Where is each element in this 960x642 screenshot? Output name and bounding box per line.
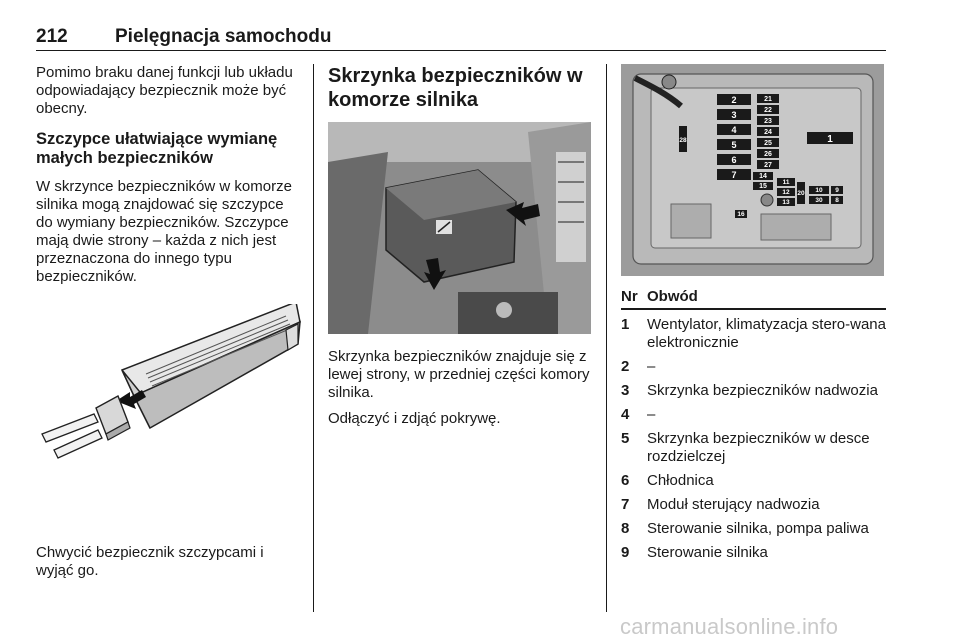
fuse-label: 25 — [764, 140, 772, 147]
middle-column — [328, 64, 596, 428]
fuse-label: 6 — [731, 155, 737, 165]
engine-compartment-photo — [328, 122, 591, 334]
section-title: Pielęgnacja samochodu — [115, 26, 332, 47]
row-number: 4 — [621, 406, 630, 423]
row-circuit: Sterowanie silnika, pompa paliwa — [647, 520, 869, 537]
fuse-label: 22 — [764, 107, 772, 114]
table-row — [621, 544, 886, 562]
fuse-table-header — [621, 288, 886, 310]
fuse-label: 9 — [835, 187, 839, 194]
row-circuit: Skrzynka bezpieczników w desce rozdzielczej — [647, 430, 870, 465]
left-column — [36, 64, 302, 542]
fuse-label: 24 — [764, 129, 772, 136]
table-row — [621, 496, 886, 514]
fuse-label: 15 — [759, 183, 767, 190]
fuse-box-location-text: Skrzynka bezpieczników znajduje się z lewej strony, w przedniej części komory silnika. — [328, 348, 590, 401]
row-number: 8 — [621, 520, 630, 537]
column-divider — [313, 64, 314, 612]
table-row — [621, 520, 886, 538]
column-divider — [606, 64, 607, 612]
fuse-label: 21 — [764, 96, 772, 103]
column-header-circuit: Obwód — [647, 288, 698, 305]
table-row — [621, 316, 886, 352]
fuse-puller-icon — [36, 304, 302, 524]
fuse-box-layout-diagram — [621, 64, 884, 276]
fuse-label: 13 — [782, 199, 790, 206]
row-circuit: – — [647, 358, 656, 375]
right-column — [621, 64, 886, 562]
fuse-label: 4 — [731, 125, 737, 135]
row-number: 1 — [621, 316, 630, 333]
fuse-label: 3 — [731, 110, 737, 120]
table-row — [621, 382, 886, 400]
row-number: 9 — [621, 544, 630, 561]
row-circuit: Skrzynka bezpieczników nadwozia — [647, 382, 878, 399]
engine-fuse-box-heading: Skrzynka bezpieczników w komorze silnika — [328, 65, 583, 111]
fuse-label: 27 — [764, 162, 772, 169]
fuse-label: 11 — [782, 179, 790, 186]
fuse-label: 5 — [731, 140, 737, 150]
row-circuit: Sterowanie silnika — [647, 544, 768, 561]
row-circuit: – — [647, 406, 656, 423]
fuse-label: 2 — [731, 95, 737, 105]
intro-text: Pomimo braku danej funkcji lub układu odpowiadający bezpiecznik może być obecny. — [36, 64, 293, 117]
fuse-label: 7 — [731, 170, 737, 180]
page-header — [36, 26, 886, 51]
page-number: 212 — [36, 26, 68, 47]
fuse-puller-illustration — [36, 304, 302, 524]
fuse-puller-caption: Chwycić bezpiecznik szczypcami i wyjąć go. — [36, 544, 264, 579]
row-number: 3 — [621, 382, 630, 399]
fuse-label: 20 — [797, 190, 805, 197]
fuse-label: 14 — [759, 173, 767, 180]
fuse-label: 16 — [737, 211, 745, 218]
row-circuit: Wentylator, klimatyzacja stero-wana elektronicznie — [647, 316, 886, 351]
remove-cover-text: Odłączyć i zdjąć pokrywę. — [328, 410, 501, 427]
table-row — [621, 430, 886, 466]
row-number: 5 — [621, 430, 630, 447]
fuse-label: 30 — [815, 197, 823, 204]
fuse-label: 8 — [835, 197, 839, 204]
fuse-label: 23 — [764, 118, 772, 125]
fuse-label: 28 — [679, 137, 687, 144]
row-number: 2 — [621, 358, 630, 375]
fuse-puller-text: W skrzynce bezpieczników w komorze silnika mogą znajdować się szczypce do wymiany bezpieczników. Szczypce mają dwie strony – każda z nich jest przeznaczona do innego typu bezpieczników. — [36, 178, 292, 285]
fuse-label: 10 — [815, 187, 823, 194]
fuse-label: 12 — [782, 189, 790, 196]
row-number: 6 — [621, 472, 630, 489]
table-row — [621, 358, 886, 376]
fuse-puller-heading: Szczypce ułatwiające wymianę małych bezpieczników — [36, 130, 278, 167]
table-row — [621, 472, 886, 490]
column-header-nr: Nr — [621, 288, 638, 305]
table-row — [621, 406, 886, 424]
row-circuit: Chłodnica — [647, 472, 714, 489]
fuse-table — [621, 288, 886, 562]
row-circuit: Moduł sterujący nadwozia — [647, 496, 820, 513]
fuse-label: 26 — [764, 151, 772, 158]
fuse-label: 1 — [827, 134, 833, 145]
watermark: carmanualsonline.info — [620, 614, 839, 639]
row-number: 7 — [621, 496, 630, 513]
